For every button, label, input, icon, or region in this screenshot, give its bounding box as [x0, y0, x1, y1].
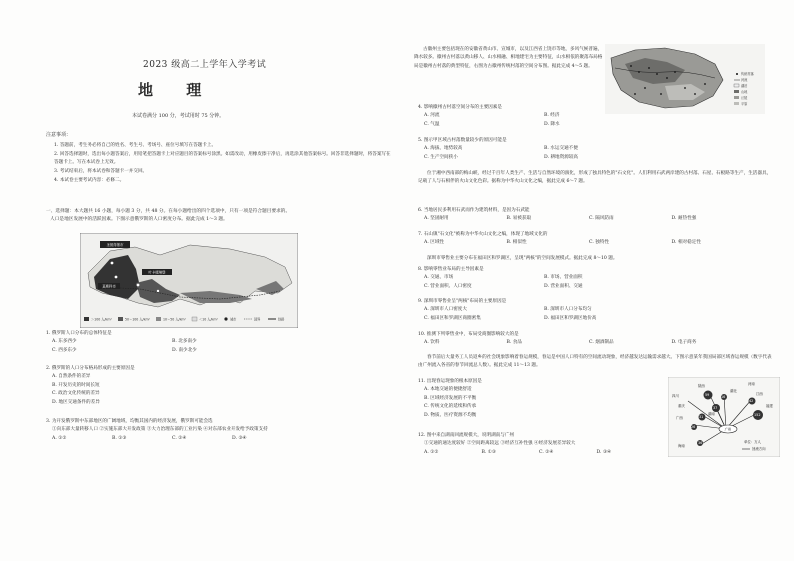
option-b[interactable]: B. 易被获取 — [506, 216, 532, 222]
svg-text:湖北: 湖北 — [730, 389, 737, 393]
option-c[interactable]: C. 隔风防雨 — [589, 216, 614, 222]
svg-text:河南: 河南 — [748, 382, 755, 386]
option-b[interactable]: B. 水运交通不便 — [544, 146, 578, 152]
question-6: 6. 当地居民多利用石武而作为建筑材料，是因为石武能 A. 坚固耐用 B. 易被获取 C. 隔风防雨 D. 耐热性强 — [418, 207, 768, 224]
svg-text:平原: 平原 — [741, 102, 748, 106]
option-c[interactable]: C. 政治文化传统的差异 — [52, 391, 100, 397]
svg-text:山地: 山地 — [741, 90, 748, 94]
option-a[interactable]: A. 东多西少 — [52, 339, 77, 345]
option-b[interactable]: B. 食品 — [506, 340, 522, 346]
option-a[interactable]: A. 自然条件的差异 — [52, 374, 91, 380]
svg-text:＞100 人/km²: ＞100 人/km² — [91, 317, 112, 322]
option-a[interactable]: A. ①② — [52, 435, 67, 441]
option-a[interactable]: A. 本地交通的便捷舒适 — [424, 387, 472, 393]
svg-text:重庆: 重庆 — [678, 404, 685, 408]
svg-text:传统村落: 传统村落 — [741, 72, 754, 77]
option-b[interactable]: B. 相似性 — [506, 240, 527, 246]
svg-text:海南: 海南 — [678, 444, 685, 448]
option-d[interactable]: D. ③④ — [596, 449, 612, 455]
question-7: 7. 石山镇"石文化"被称为中华火山文化之编，体现了地域文化的 A. 区域性 B. 相似性 C. 独特性 D. 相对稳定性 — [418, 231, 768, 248]
svg-text:丘陵: 丘陵 — [741, 96, 748, 100]
svg-text:31: 31 — [699, 415, 704, 419]
option-c[interactable]: C. 传统文化的延续和传承 — [424, 404, 477, 410]
option-d[interactable]: D. 南少北少 — [172, 347, 197, 353]
question-2: 2. 俄罗斯的人口分布格局形成的主要原因是 A. 自然条件的差异 B. 开发历史的时间长短 C. 政治文化传统的差异 D. 地区交通条件的差异 — [46, 365, 396, 407]
svg-text:26: 26 — [691, 425, 696, 429]
note-item: 2. 回答选择题时，选出每小题答案后，用铅笔把答题卡上对应题目的答案标号涂黑。如需改动，用橡皮擦干净后，再选涂其他答案标号。回答非选择题时，将答案写在答题卡上。写在本试卷上无效。 — [54, 151, 391, 166]
section-heading — [46, 208, 396, 224]
option-d[interactable]: D. 电子商务 — [671, 340, 697, 346]
notes-list — [54, 142, 394, 186]
russia-population-map — [80, 233, 298, 328]
option-b[interactable]: B. 北多南少 — [172, 339, 197, 345]
svg-text:152: 152 — [754, 413, 761, 417]
option-a[interactable]: A. 坚固耐用 — [424, 216, 449, 222]
question-intro: 人口是地区发展中的活跃因素。下图示意俄罗斯的人口密度分布。据此完成 1～3 题。 — [50, 216, 228, 222]
exam-info: 本试卷满分 100 分，考试用时 75 分钟。 — [132, 113, 225, 119]
map-label-stpetersburg: 圣彼得堡市 — [106, 243, 124, 247]
svg-text:42: 42 — [749, 399, 754, 403]
map-label-moscow: 莫斯科市 — [102, 284, 116, 289]
option-a[interactable]: A. ①② — [424, 449, 439, 455]
option-d[interactable]: D. 物质、医疗资源不均衡 — [424, 412, 477, 418]
note-item: 1. 答题前，考生务必将自己的姓名、考生号、考场号、座位号填写在答题卡上。 — [54, 143, 217, 148]
passage-spring-festival: 春节前后大量务工人员返乡的社会现象影响着春运规模，春运是中国人口特有的空间流动现象，经济越发达运输需求越大。下图示意某年我国局部区域春运规模（数字代表由广州流入各省的春节回流总人数）。据此完成 11～13 题。 — [418, 355, 772, 369]
option-b[interactable]: B. ①③ — [112, 435, 127, 441]
option-d[interactable]: D. 福田区和罗湖区地价高 — [544, 315, 597, 321]
option-c[interactable]: C. 气温 — [424, 121, 440, 127]
notes-title: 注意事项： — [46, 132, 72, 138]
option-d[interactable]: D. 相对稳定性 — [671, 240, 701, 246]
option-a[interactable]: A. 海拔、地势较高 — [424, 146, 463, 152]
question-11: 11. 出现春运现象的根本原因是 A. 本地交通的便捷舒适 B. 区域经济发展的不平衡 C. 传统文化的延续和传承 D. 物质、医疗资源不均衡 — [418, 378, 668, 420]
question-10: 10. 推测下列零售业中，布局受商圈影响较大的是 A. 饮料 B. 食品 C. 烟酒制品 D. 电子商务 — [418, 331, 768, 348]
option-c[interactable]: C. ②④ — [539, 449, 554, 455]
svg-text:16: 16 — [721, 395, 726, 399]
option-c[interactable]: C. 独特性 — [589, 240, 610, 246]
svg-text:陕西: 陕西 — [698, 384, 705, 388]
svg-text:国界: 国界 — [254, 317, 261, 322]
option-c[interactable]: C. 营业面积、人口密度 — [424, 283, 472, 289]
svg-text:59: 59 — [705, 393, 710, 397]
question-4: 4. 影响徽州古村落空间分布的主要因素是 A. 河流 B. 经济 C. 气温 D. 降水 — [418, 104, 768, 129]
option-c[interactable]: C. 西多东少 — [52, 347, 77, 353]
legend-direction: 回流方向 — [752, 447, 766, 452]
passage-stone: 位于湘中西南部的梅山峡，经过千百年人类生产、生活与自然环境的演化，形成了独具特色的"石文化"。人们利用石武两岸建的古村落、石屋、石板路等生产，生活器具，记载了人与石相伴的火山文化色彩。据称为中华火山文化之编，据此完成 6～7 题。 — [418, 171, 772, 185]
option-c[interactable]: C. ②④ — [172, 435, 187, 441]
note-item: 3. 考试结束后，将本试卷和答题卡一并交回。 — [54, 169, 148, 175]
svg-text:＜10 人/km²: ＜10 人/km² — [199, 317, 218, 322]
svg-text:城市: 城市 — [230, 317, 237, 322]
label-guangzhou: 广州 — [724, 427, 732, 432]
option-a[interactable]: A. 交通、市场 — [424, 275, 454, 281]
option-a[interactable]: A. 饮料 — [424, 340, 440, 346]
passage-huizhou: 古徽州主要包括现在的安徽省黄山市、宣城市，以及江西省上饶市等地，多风气候普遍，降水较多。徽州古村落以黄山移人、山水相融、相地建宅为主要特征，山水相依的聚落布局格局是徽州古村落的典型特征，右图为古徽州传统村落的空间分布图。据此完成 4～5 题。 — [414, 47, 603, 69]
svg-text:江西: 江西 — [756, 392, 763, 396]
map-label-yekaterinburg: 叶卡捷琳堡 — [148, 270, 166, 275]
option-c[interactable]: C. 生产空间狭小 — [424, 154, 458, 160]
svg-text:河流: 河流 — [741, 78, 748, 83]
svg-text:四川: 四川 — [672, 394, 679, 398]
option-d[interactable]: D. 营业面积、交通 — [544, 283, 583, 289]
subject-title: 地 理 — [138, 81, 216, 99]
question-12: 12. 图中来自湖南回流规模大，说明湖南与广州 ①交通的通达度较好 ②空间距离较远 ③经济互补性强 ④经济发展差异较大 A. ①② B. ①③ C. ②④ D. ③④ — [418, 432, 668, 457]
option-a[interactable]: A. 河流 — [424, 113, 440, 119]
question-8: 8. 影响零售业布局的主导因素是 A. 交通、市场 B. 市场、营业面积 C. 营业面积、人口密度 D. 营业面积、交通 — [418, 266, 768, 291]
question-9: 9. 深圳市零售业呈"两核"布局的主要原因是 A. 深圳市人口密度大 B. 深圳市人口分布均匀 C. 福田区和罗湖区商圈密集 D. 福田区和罗湖区地价高 — [418, 298, 768, 323]
option-b[interactable]: B. 区域经济发展的不平衡 — [424, 395, 477, 401]
svg-text:湖南: 湖南 — [708, 412, 715, 416]
option-b[interactable]: B. 深圳市人口分布均匀 — [544, 307, 592, 313]
legend-unit: 单位：万人 — [744, 440, 761, 444]
option-d[interactable]: D. 耐热性强 — [671, 216, 697, 222]
section-instructions: 一、选择题：本大题共 16 小题，每小题 3 分，共 48 分。在每小题给出的四个选项中，只有一项是符合题目要求的。 — [46, 209, 291, 214]
option-d[interactable]: D. 耕地资源较高 — [544, 154, 579, 160]
option-b[interactable]: B. ①③ — [481, 449, 497, 455]
question-5: 5. 图示甲区域古村落数量较少的原因可能是 A. 海拔、地势较高 B. 水运交通不便 C. 生产空间狭小 D. 耕地资源较高 — [418, 137, 768, 162]
option-a[interactable]: A. 区域性 — [424, 240, 445, 246]
spring-festival-flow-map — [668, 377, 780, 457]
option-d[interactable]: D. 地区交通条件的差异 — [52, 399, 100, 405]
svg-text:湖泊: 湖泊 — [741, 84, 748, 88]
option-b[interactable]: B. 开发历史的时间长短 — [52, 382, 100, 388]
option-b[interactable]: B. 经济 — [544, 113, 560, 119]
svg-text:福建: 福建 — [766, 404, 773, 408]
svg-text:50～100 人/km²: 50～100 人/km² — [125, 317, 150, 322]
svg-text:铁路: 铁路 — [278, 317, 285, 322]
svg-text:37: 37 — [713, 406, 718, 410]
option-c[interactable]: C. 福田区和罗湖区商圈密集 — [424, 315, 481, 321]
exam-title: 2023 级高二上学年入学考试 — [143, 60, 267, 70]
question-3: 3. 为开发俄罗斯中东部地区的广阔地域，均衡其国内的经济发展，俄罗斯可能会选 ①向东部大量转移人口 ②实施东部大开发政策 ③大力治理东部的工业污染 ④对东部农业开发给予政策支持 A. ①② B. ①③ C. ②④ D. ③④ — [46, 418, 398, 443]
option-a[interactable]: A. 深圳市人口密度大 — [424, 307, 467, 313]
svg-text:广西: 广西 — [676, 416, 683, 420]
question-1: 1. 俄罗斯人口分布的总体特征是 A. 东多西少 B. 北多南少 C. 西多东少 D. 南少北少 — [46, 330, 396, 355]
svg-text:36: 36 — [698, 441, 703, 445]
svg-text:10～50 人/km²: 10～50 人/km² — [163, 317, 186, 322]
option-d[interactable]: D. ③④ — [232, 435, 247, 441]
option-d[interactable]: D. 降水 — [544, 121, 560, 127]
passage-shenzhen: 深圳市零售业主要分布在福田区和罗湖区，呈现"两核"的空间发展模式。据此完成 8～10 题。 — [427, 256, 618, 261]
option-c[interactable]: C. 烟酒制品 — [589, 340, 614, 346]
note-item: 4. 本试卷主要考试内容：必修二。 — [54, 177, 125, 183]
option-b[interactable]: B. 市场、营业面积 — [544, 275, 583, 281]
